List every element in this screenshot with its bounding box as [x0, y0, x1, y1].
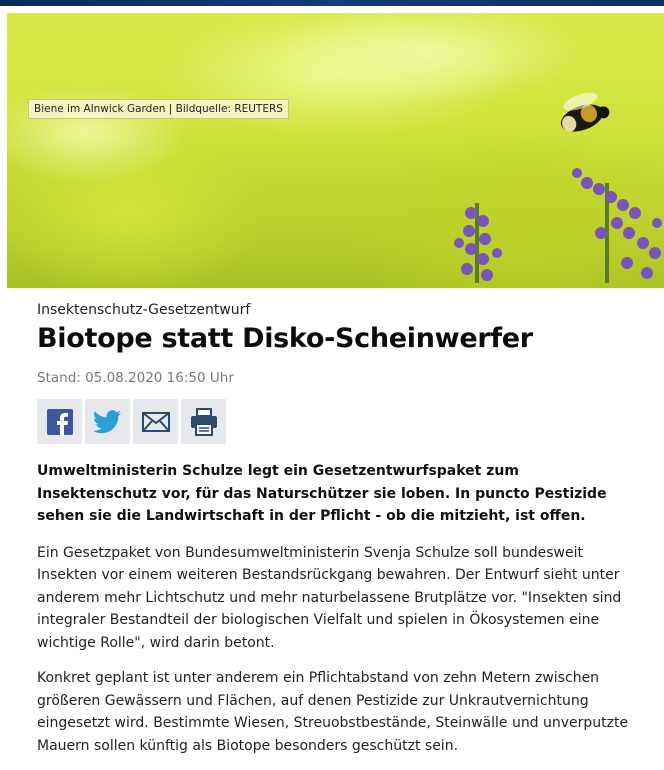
top-navigation-bar	[0, 0, 664, 6]
article-paragraph: Konkret geplant ist unter anderem ein Pflichtabstand von zehn Metern zwischen größeren Gewässern und Flächen, auf denen Pestizide zur Unkrautvernichtung eingesetzt wird. Bestimmte Wiesen, Streuobstbestände, Steinwälle und unverputzte Mauern sollen künftig als Biotope besonders geschützt sein.	[37, 670, 629, 754]
twitter-share-button[interactable]	[85, 399, 130, 444]
print-button[interactable]	[181, 399, 226, 444]
page-title: Biotope statt Disko-Scheinwerfer	[37, 323, 533, 354]
print-icon	[190, 408, 218, 436]
article-kicker: Insektenschutz-Gesetzentwurf	[37, 302, 251, 318]
article-paragraph: Ein Gesetzpaket von Bundesumweltministerin Svenja Schulze soll bundesweit Insekten vor einem weiteren Bestandsrückgang bewahren. Der Entwurf sieht unter anderem mehr Lichtschutz und mehr naturbelassene Brutplätze vor. "Insekten sind integraler Bestandteil der biologischen Vielfalt und spielen in Ökosystemen eine wichtige Rolle", wird darin betont.	[37, 544, 622, 651]
share-bar	[37, 399, 226, 444]
twitter-icon	[94, 410, 122, 434]
article-lead: Umweltministerin Schulze legt ein Gesetzentwurfspaket zum Insektenschutz vor, für das Naturschützer sie loben. In puncto Pestizide sehen sie die Landwirtschaft in der Pflicht - ob die mitzieht, ist offen.	[37, 463, 607, 524]
article-timestamp: Stand: 05.08.2020 16:50 Uhr	[37, 370, 234, 386]
bee-flower-illustration	[7, 13, 664, 288]
mail-share-button[interactable]	[133, 399, 178, 444]
image-caption: Biene im Alnwick Garden | Bildquelle: REUTERS	[28, 99, 289, 119]
hero-image	[7, 13, 664, 288]
article-body	[37, 460, 637, 770]
facebook-share-button[interactable]	[37, 399, 82, 444]
bee	[553, 87, 612, 137]
facebook-icon	[47, 409, 73, 435]
mail-icon	[142, 412, 170, 432]
lavender-flowers	[454, 168, 662, 283]
